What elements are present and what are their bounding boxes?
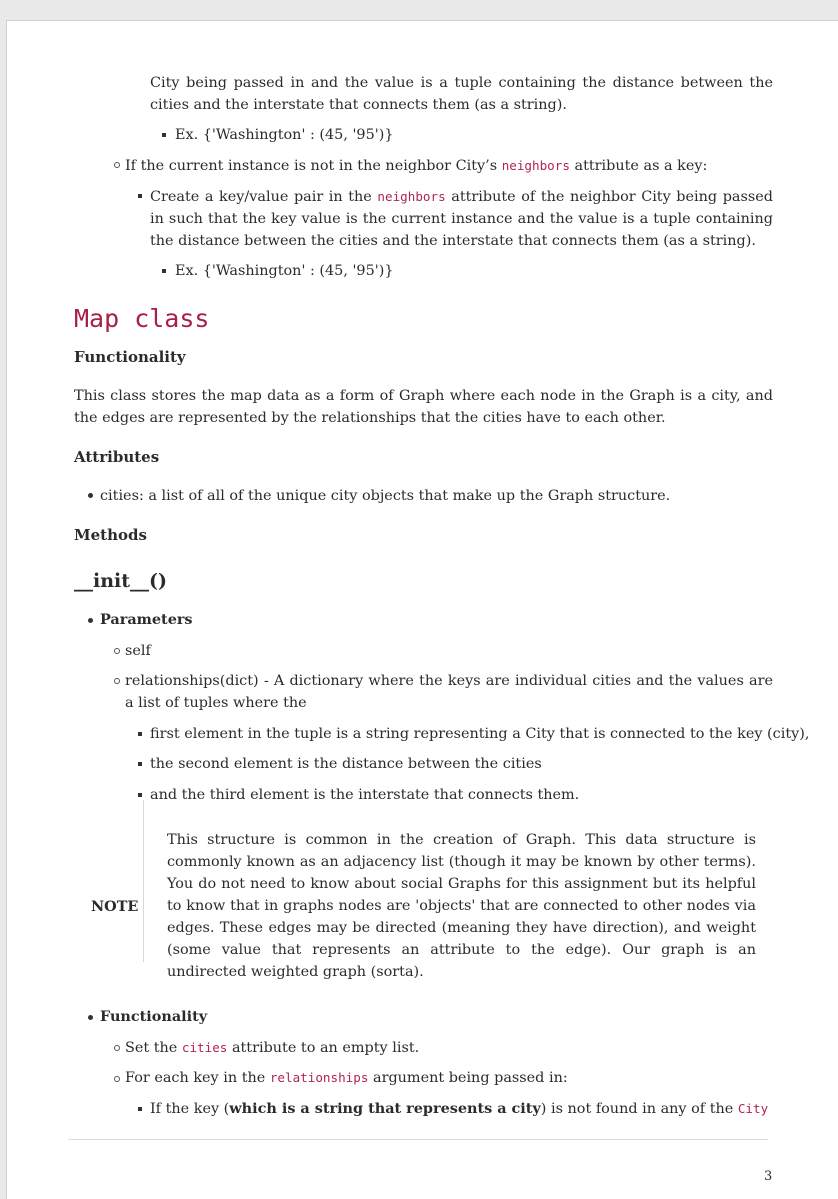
example-1: Ex. {'Washington' : (45, '95')}	[175, 127, 394, 143]
map-class-heading: Map class	[74, 304, 210, 333]
footer-divider	[68, 1139, 768, 1140]
note-divider	[143, 800, 144, 962]
param-relationships: relationships(dict) - A dictionary where the keys are individual cities and the values are a list of tuples where the	[125, 673, 773, 711]
example-2: Ex. {'Washington' : (45, '95')}	[175, 263, 394, 279]
circle-bullet	[114, 1076, 120, 1082]
neighbors-code: neighbors	[501, 158, 570, 173]
circle-bullet	[114, 678, 120, 684]
disc-bullet	[88, 1015, 93, 1020]
square-bullet	[138, 762, 142, 766]
if-key-not-found-item: If the key (which is a string that represents a city) is not found in any of the City	[150, 1100, 769, 1117]
square-bullet	[138, 793, 142, 797]
disc-bullet	[88, 618, 93, 623]
square-bullet	[162, 269, 166, 273]
neighbors-code: neighbors	[377, 189, 446, 204]
if-not-neighbor-item: If the current instance is not in the neighbor City’s neighbors attribute as a key:	[125, 158, 708, 174]
parameters-label: Parameters	[100, 611, 193, 628]
circle-bullet	[114, 162, 120, 168]
for-each-key-item: For each key in the relationships argument being passed in:	[125, 1070, 568, 1086]
create-pair-item: Create a key/value pair in the neighbors attribute of the neighbor City being passed in such that the key value is the current instance and the value is a tuple containing the distance between the cities and the interstate that connects them (as a string).	[150, 189, 773, 249]
cont-paragraph: City being passed in and the value is a tuple containing the distance between the cities and the interstate that connects them (as a string).	[150, 75, 773, 113]
attributes-heading: Attributes	[74, 448, 160, 466]
square-bullet	[138, 732, 142, 736]
methods-heading: Methods	[74, 526, 147, 544]
square-bullet	[162, 133, 166, 137]
functionality-paragraph: This class stores the map data as a form of Graph where each node in the Graph is a city, and the edges are represented by the relationships that the cities have to each other.	[74, 388, 773, 426]
tuple-third: and the third element is the interstate that connects them.	[150, 787, 580, 803]
tuple-second: the second element is the distance between the cities	[150, 756, 542, 772]
disc-bullet	[88, 493, 93, 498]
note-text: This structure is common in the creation of Graph. This data structure is commonly known as an adjacency list (though it may be known by other terms). You do not need to know about social Graphs for this assignment but its helpful to know that in graphs nodes are 'objects' that are connected to other nodes via edges. These edges may be directed (meaning they have direction), and weight (some value that represents an attribute to the edge). Our graph is an undirected weighted graph (sorta).	[167, 832, 756, 980]
circle-bullet	[114, 1045, 120, 1051]
functionality-heading: Functionality	[74, 348, 186, 366]
set-cities-item: Set the cities attribute to an empty list.	[125, 1040, 420, 1056]
param-self: self	[125, 643, 151, 659]
square-bullet	[138, 194, 142, 198]
note-label: NOTE	[91, 898, 139, 915]
functionality-label: Functionality	[100, 1008, 208, 1025]
tuple-first: first element in the tuple is a string representing a City that is connected to the key (city),	[150, 726, 810, 742]
init-heading: __init__()	[74, 570, 168, 592]
page-number: 3	[764, 1169, 773, 1184]
cities-code: cities	[181, 1040, 228, 1055]
city-code: City	[737, 1101, 769, 1116]
attribute-cities: cities: a list of all of the unique city objects that make up the Graph structure.	[100, 488, 671, 504]
circle-bullet	[114, 648, 120, 654]
relationships-code: relationships	[269, 1070, 369, 1085]
square-bullet	[138, 1107, 142, 1111]
